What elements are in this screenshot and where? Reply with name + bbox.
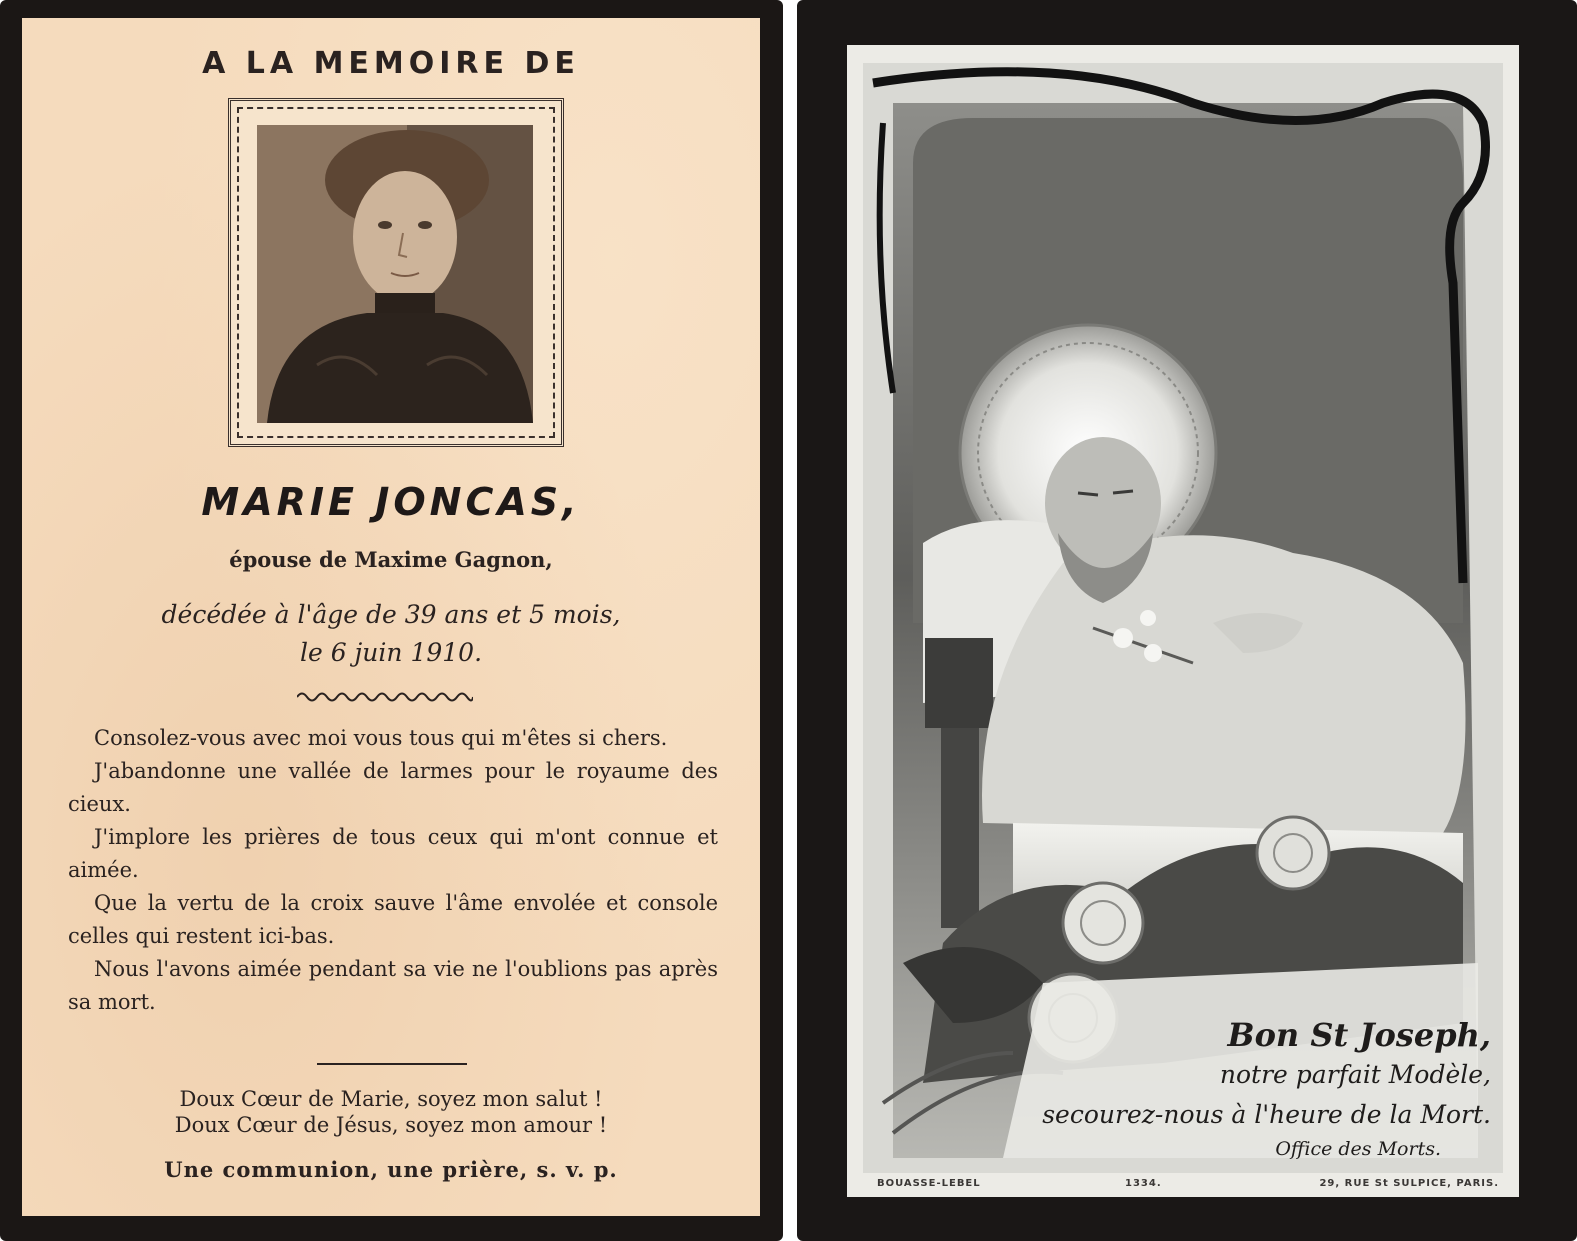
paragraph: J'implore les prières de tous ceux qui m'ont connue et aimée. <box>68 825 718 882</box>
memorial-card-back <box>797 0 1577 1241</box>
imprint-number: 1334. <box>1125 1178 1162 1189</box>
divider <box>317 1063 467 1065</box>
death-date-line: le 6 juin 1910. <box>299 638 483 667</box>
paragraph: J'abandonne une vallée de larmes pour le royaume des cieux. <box>68 759 718 816</box>
imprint-address: 29, RUE St SULPICE, PARIS. <box>1319 1178 1499 1189</box>
closing-request: Une communion, une prière, s. v. p. <box>164 1157 618 1182</box>
saint-joseph-engraving <box>863 63 1503 1173</box>
paragraph: Consolez-vous avec moi vous tous qui m'êtes si chers. <box>94 726 668 750</box>
verse-line-1: Bon St Joseph, <box>1227 1016 1491 1054</box>
paragraph: Que la vertu de la croix sauve l'âme envolée et console celles qui restent ici-bas. <box>68 891 718 948</box>
prayer-block <box>22 1086 760 1138</box>
death-info <box>22 596 760 672</box>
portrait-photo <box>257 125 533 423</box>
consolation-text <box>68 722 718 1019</box>
prayer-line-jesus: Doux Cœur de Jésus, soyez mon amour ! <box>174 1113 608 1137</box>
portrait-frame <box>228 98 564 447</box>
card-paper <box>22 18 760 1216</box>
spouse-line: épouse de Maxime Gagnon, <box>229 547 553 572</box>
card-paper-right <box>847 45 1519 1197</box>
memorial-card-front <box>0 0 783 1241</box>
paragraph: Nous l'avons aimée pendant sa vie ne l'oublions pas après sa mort. <box>68 957 718 1014</box>
verse-line-3: secourez-nous à l'heure de la Mort. <box>1042 1100 1491 1129</box>
imprint-publisher: BOUASSE-LEBEL <box>877 1178 981 1189</box>
deceased-name: MARIE JONCAS, <box>201 480 581 524</box>
prayer-line-mary: Doux Cœur de Marie, soyez mon salut ! <box>179 1087 603 1111</box>
ornament-squiggle <box>297 690 473 704</box>
printer-imprint <box>877 1178 1499 1192</box>
death-age-line: décédée à l'âge de 39 ans et 5 mois, <box>161 600 621 629</box>
verse-source: Office des Morts. <box>1275 1138 1441 1160</box>
prayer-verse <box>1042 1015 1491 1163</box>
header-title: A LA MEMOIRE DE <box>202 46 580 81</box>
verse-line-2: notre parfait Modèle, <box>1219 1060 1491 1089</box>
